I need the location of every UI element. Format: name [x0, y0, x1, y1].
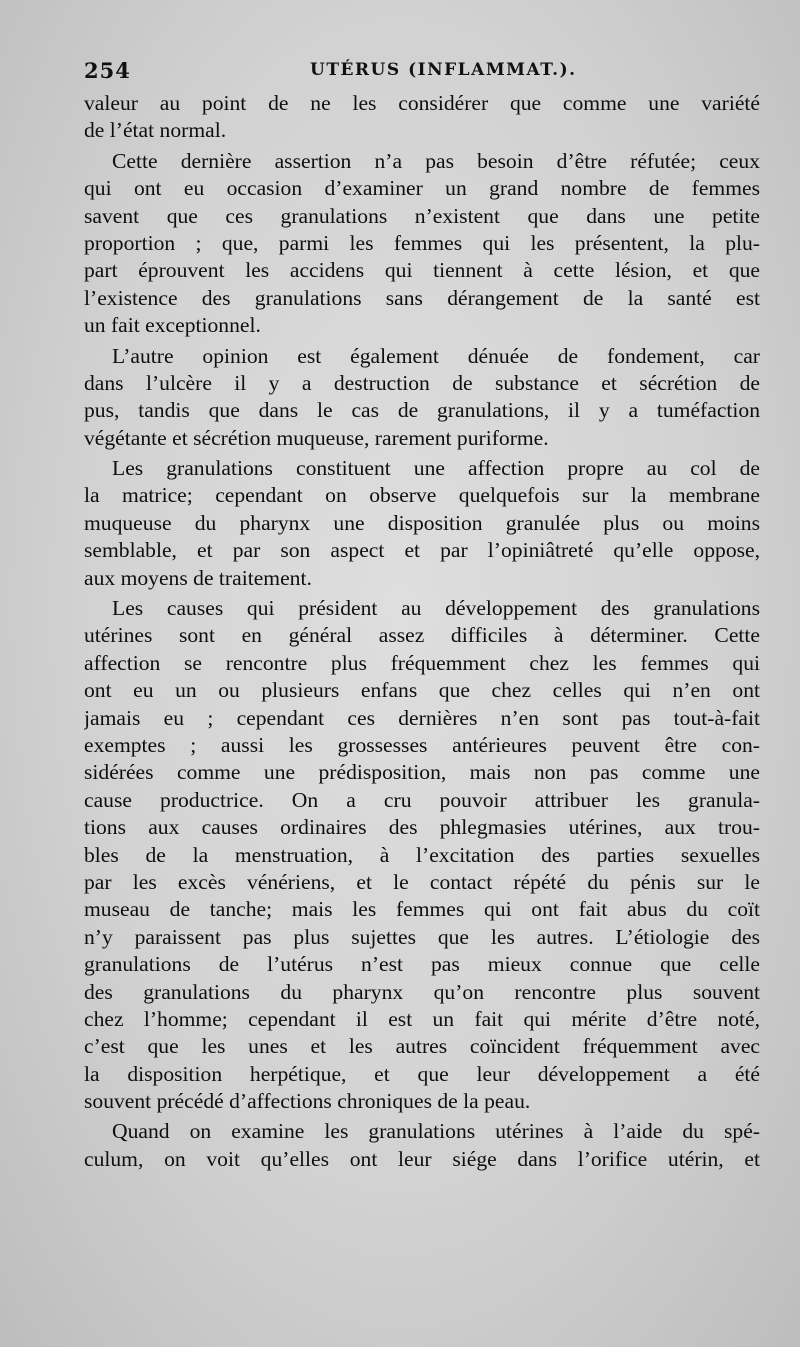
text-line: granulations de l’utérus n’est pas mieux connue que celle: [84, 952, 760, 977]
text-line: un fait exceptionnel.: [84, 313, 261, 338]
text-line: souvent précédé d’affections chroniques de la peau.: [84, 1089, 531, 1114]
text-line: c’est que les unes et les autres coïncident fréquemment avec: [84, 1034, 760, 1059]
text-line: museau de tanche; mais les femmes qui ont fait abus du coït: [84, 897, 760, 922]
text-line: des granulations du pharynx qu’on rencontre plus souvent: [84, 979, 760, 1004]
text-line: affection se rencontre plus fréquemment chez les femmes qui: [84, 650, 760, 675]
text-line: végétante et sécrétion muqueuse, rarement puriforme.: [84, 425, 549, 450]
text-line: exemptes ; aussi les grossesses antérieures peuvent être con-: [84, 732, 760, 757]
text-line: semblable, et par son aspect et par l’opiniâtreté qu’elle oppose,: [84, 538, 760, 563]
text-line: Cette dernière assertion n’a pas besoin d’être réfutée; ceux: [112, 148, 760, 173]
text-line: cause productrice. On a cru pouvoir attribuer les granula-: [84, 787, 760, 812]
text-line: la matrice; cependant on observe quelquefois sur la membrane: [84, 483, 760, 508]
text-line: dans l’ulcère il y a destruction de substance et sécrétion de: [84, 370, 760, 395]
text-line: par les excès vénériens, et le contact répété du pénis sur le: [84, 869, 760, 894]
text-line: aux moyens de traitement.: [84, 565, 312, 590]
text-line: proportion ; que, parmi les femmes qui les présentent, la plu-: [84, 230, 760, 255]
text-line: sidérées comme une prédisposition, mais non pas comme une: [84, 760, 760, 785]
text-line: muqueuse du pharynx une disposition granulée plus ou moins: [84, 510, 760, 535]
text-line: chez l’homme; cependant il est un fait qui mérite d’être noté,: [84, 1006, 760, 1031]
text-line: jamais eu ; cependant ces dernières n’en sont pas tout-à-fait: [84, 705, 760, 730]
text-line: Les granulations constituent une affection propre au col de: [112, 456, 760, 481]
text-line: tions aux causes ordinaires des phlegmasies utérines, aux trou-: [84, 815, 760, 840]
text-line: bles de la menstruation, à l’excitation des parties sexuelles: [84, 842, 760, 867]
text-line: pus, tandis que dans le cas de granulations, il y a tuméfaction: [84, 398, 760, 423]
page-header: [84, 58, 760, 90]
text-line: savent que ces granulations n’existent que dans une petite: [84, 203, 760, 228]
text-line: qui ont eu occasion d’examiner un grand nombre de femmes: [84, 176, 760, 201]
body-text: [84, 90, 760, 1173]
text-line: utérines sont en général assez difficiles à déterminer. Cette: [84, 623, 760, 648]
text-line: de l’état normal.: [84, 118, 227, 143]
text-line: la disposition herpétique, et que leur développement a été: [84, 1061, 760, 1086]
text-line: culum, on voit qu’elles ont leur siége dans l’orifice utérin, et: [84, 1146, 760, 1171]
page-number: 254: [84, 58, 131, 83]
text-line: valeur au point de ne les considérer que comme une variété: [84, 91, 760, 115]
text-line: ont eu un ou plusieurs enfans que chez celles qui n’en ont: [84, 678, 760, 703]
text-line: n’y paraissent pas plus sujettes que les autres. L’étiologie des: [84, 924, 760, 949]
text-line: L’autre opinion est également dénuée de fondement, car: [112, 343, 760, 368]
running-head: UTÉRUS (INFLAMMAT.).: [310, 60, 577, 80]
text-line: l’existence des granulations sans dérangement de la santé est: [84, 285, 760, 310]
text-line: part éprouvent les accidens qui tiennent à cette lésion, et que: [84, 258, 760, 283]
text-line: Les causes qui président au développement des granulations: [112, 596, 760, 621]
text-line: Quand on examine les granulations utérines à l’aide du spé-: [112, 1119, 760, 1144]
